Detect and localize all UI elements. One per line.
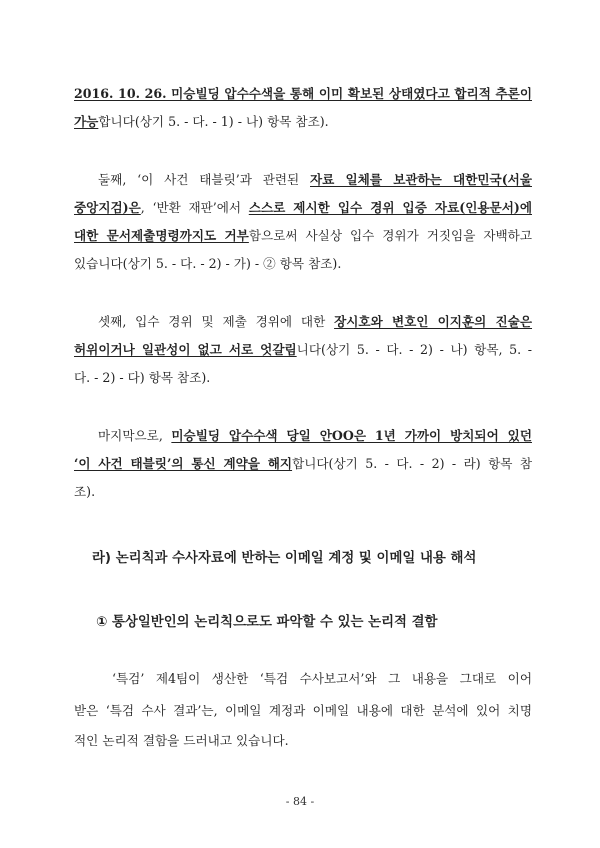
- emphasis-text: 중앙지검)은: [74, 200, 141, 215]
- text-line: [112, 671, 532, 687]
- emphasis-text: 허위이거나 일관성이 없고 서로 엇갈림: [74, 342, 297, 357]
- body-text: 합니다(상기 5. - 다. - 2) - 라) 항목 참: [292, 456, 532, 471]
- text-line: [98, 172, 532, 188]
- body-text: 셋째, 입수 경위 및 제출 경위에 대한: [98, 314, 335, 329]
- body-text: 다. - 2) - 다) 항목 참조).: [74, 370, 211, 385]
- emphasis-text: 스스로 제시한 입수 경위 입증 자료(인용문서)에: [248, 200, 532, 215]
- text-line: [74, 114, 532, 130]
- text-line: [74, 200, 532, 216]
- body-text: 함으로써 사실상 입수 경위가 거짓임을 자백하고: [248, 228, 533, 243]
- text-line: [74, 484, 532, 500]
- text-line: [74, 342, 532, 358]
- emphasis-text: 미승빌딩 압수수색 당일 안OO은 1년 가까이 방치되어 있던: [171, 428, 532, 443]
- body-text: 조).: [74, 484, 96, 499]
- page-number: - 84 -: [285, 795, 315, 808]
- text-line: [74, 456, 532, 472]
- body-text: 받은 ‘특검 수사 결과’는, 이메일 계정과 이메일 내용에 대한 분석에 있어 치명: [74, 703, 532, 718]
- text-line: [74, 370, 532, 386]
- text-line: [98, 314, 532, 330]
- body-text: 둘째, ‘이 사건 태블릿’과 관련된: [98, 172, 310, 187]
- body-text: , ‘반환 재판’에서: [140, 200, 249, 215]
- body-text: 합니다(상기 5. - 다. - 1) - 나) 항목 참조).: [98, 114, 329, 129]
- subsection-heading: ① 통상일반인의 논리칙으로도 파악할 수 있는 논리적 결함: [96, 615, 438, 630]
- body-text: 마지막으로,: [98, 428, 172, 443]
- text-line: [74, 733, 532, 749]
- emphasis-text: 장시호와 변호인 이지훈의 진술은: [334, 314, 533, 329]
- text-line: [74, 256, 532, 272]
- emphasis-text: 자료 일체를 보관하는 대한민국(서울: [310, 172, 532, 187]
- text-line: [74, 228, 532, 244]
- body-text: 있습니다(상기 5. - 다. - 2) - 가) - ② 항목 참조).: [74, 256, 342, 271]
- emphasis-text: ‘이 사건 태블릿’의 통신 계약을 해지: [74, 456, 293, 471]
- body-text: 니다(상기 5. - 다. - 2) - 나) 항목, 5. -: [296, 342, 532, 357]
- emphasis-text: 2016. 10. 26. 미승빌딩 압수수색을 통해 이미 확보된 상태였다고 합리적 추론이: [74, 86, 532, 101]
- body-text: ‘특검’ 제4팀이 생산한 ‘특검 수사보고서’와 그 내용을 그대로 이어: [112, 671, 532, 686]
- emphasis-text: 대한 문서제출명령까지도 거부: [74, 228, 249, 243]
- emphasis-text: 가능: [74, 114, 99, 129]
- text-line: [74, 703, 532, 719]
- text-line: [74, 86, 532, 102]
- text-line: [98, 428, 532, 444]
- body-text: 적인 논리적 결함을 드러내고 있습니다.: [74, 733, 289, 748]
- section-heading: 라) 논리칙과 수사자료에 반하는 이메일 계정 및 이메일 내용 해석: [92, 551, 477, 566]
